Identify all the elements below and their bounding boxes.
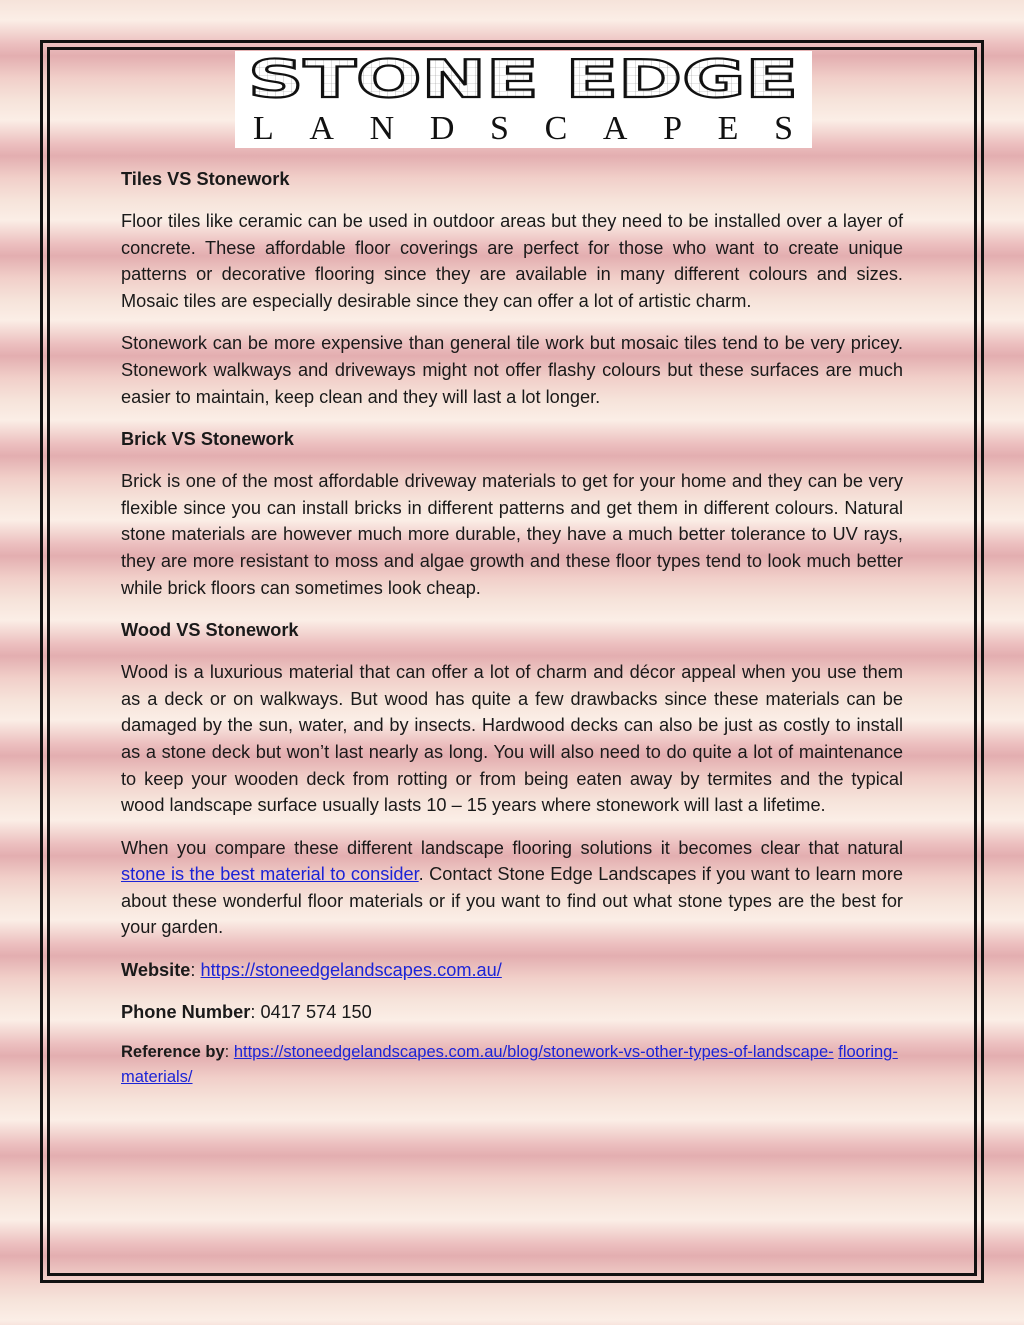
phone-label: Phone Number <box>121 1001 251 1022</box>
article-content <box>121 166 903 1090</box>
company-logo <box>235 51 812 148</box>
reference-line: Reference by: https://stoneedgelandscapes.com.au/blog/stonework-vs-other-types-of-landscape- flooring-materials/ <box>121 1043 898 1087</box>
website-label: Website <box>121 960 191 981</box>
reference-label: Reference by <box>121 1043 225 1062</box>
heading-wood: Wood VS Stonework <box>121 620 299 641</box>
conclusion-text-after: . Contact Stone Edge Landscapes if you want to learn more about these wonderful floor materials or if you want to find out what stone types are the best for your garden. <box>121 864 903 938</box>
conclusion-text-before: When you compare these different landscape flooring solutions it becomes clear that natural <box>121 837 903 858</box>
website-line: Website: https://stoneedgelandscapes.com.au/ <box>121 960 502 981</box>
paragraph-brick-1: Brick is one of the most affordable driveway materials to get for your home and they can be very flexible since you can install bricks in different patterns and get them in different colours. Natural stone materials are however much more durable, they have a much better tolerance to UV rays, they are more resistant to moss and algae growth and these floor types tend to look much better while brick floors can sometimes look cheap. <box>121 471 903 598</box>
logo-line1: STONE EDGE <box>248 51 798 110</box>
paragraph-tiles-2: Stonework can be more expensive than general tile work but mosaic tiles tend to be very pricey. Stonework walkways and driveways might not offer flashy colours but these surfaces are much easier to maintain, keep clean and they will last a lot longer. <box>121 333 903 407</box>
logo-line2: LANDSCAPES <box>253 110 793 147</box>
website-link[interactable]: https://stoneedgelandscapes.com.au/ <box>200 960 502 981</box>
phone-line: Phone Number: 0417 574 150 <box>121 1001 372 1022</box>
reference-link-part1[interactable]: https://stoneedgelandscapes.com.au/blog/stonework-vs-other-types-of-landscape- <box>233 1043 834 1062</box>
paragraph-tiles-1: Floor tiles like ceramic can be used in outdoor areas but they need to be installed over a layer of concrete. These affordable floor coverings are perfect for those who want to create unique patterns or decorative flooring since they are available in many different colours and sizes. Mosaic tiles are especially desirable since they can offer a lot of artistic charm. <box>121 211 903 311</box>
stone-material-link[interactable]: stone is the best material to consider <box>121 864 419 885</box>
paragraph-wood-1: Wood is a luxurious material that can offer a lot of charm and décor appeal when you use them as a deck or on walkways. But wood has quite a few drawbacks since these materials can be damaged by the sun, water, and by insects. Hardwood decks can also be just as costly to install as a stone deck but won’t last nearly as long. You will also need to do quite a lot of maintenance to keep your wooden deck from rotting or from being eaten away by termites and the typical wood landscape surface usually lasts 10 – 15 years where stonework will last a lifetime. <box>121 662 903 816</box>
phone-number: 0417 574 150 <box>260 1001 372 1022</box>
paragraph-conclusion <box>121 835 903 941</box>
reference-link-part2[interactable]: flooring-materials/ <box>121 1043 898 1087</box>
heading-brick: Brick VS Stonework <box>121 429 294 450</box>
heading-tiles: Tiles VS Stonework <box>121 169 290 189</box>
